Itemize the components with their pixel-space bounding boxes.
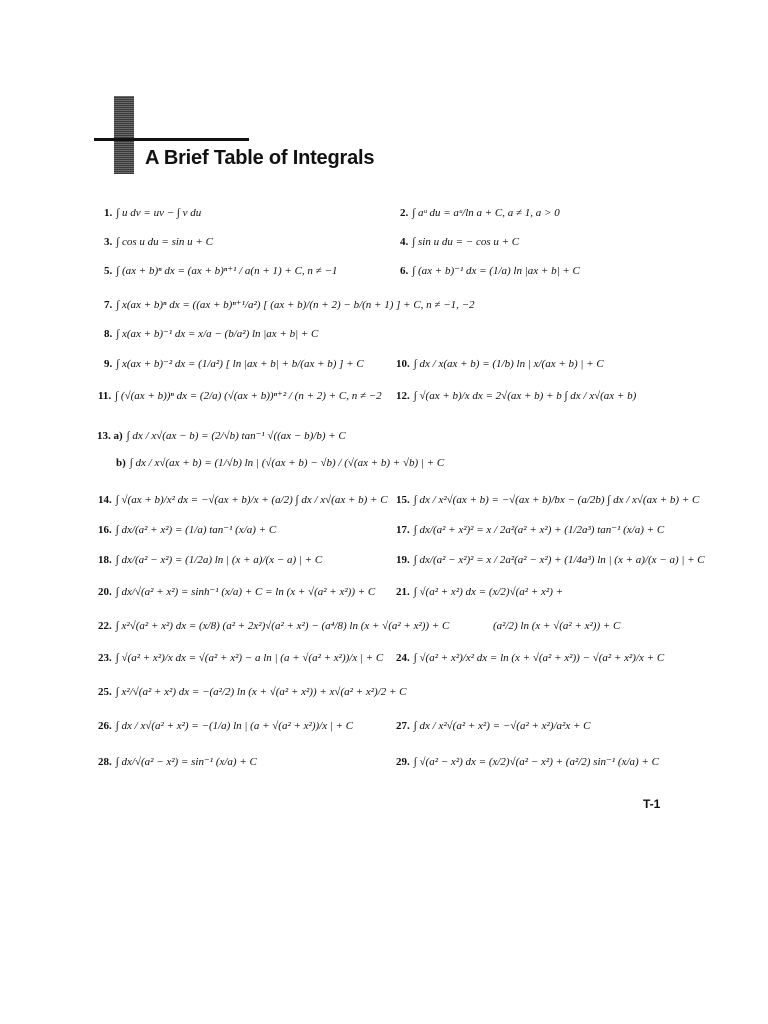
formula-18: 18. ∫ dx/(a² − x²) = (1/2a) ln | (x + a)/(x − a) | + C <box>98 554 323 566</box>
formula-29: 29. ∫ √(a² − x²) dx = (x/2)√(a² − x²) + (a²/2) sin⁻¹ (x/a) + C <box>396 756 659 768</box>
formula-10: 10. ∫ dx / x(ax + b) = (1/b) ln | x/(ax + b) | + C <box>396 358 604 370</box>
formula-1: 1. ∫ u dv = uv − ∫ v du <box>104 207 202 219</box>
formula-27: 27. ∫ dx / x²√(a² + x²) = −√(a² + x²)/a²x + C <box>396 720 591 732</box>
formula-16: 16. ∫ dx/(a² + x²) = (1/a) tan⁻¹ (x/a) + C <box>98 524 277 536</box>
formula-22: 22. ∫ x²√(a² + x²) dx = (x/8) (a² + 2x²)√(a² + x²) − (a⁴/8) ln (x + √(a² + x²)) + C <box>98 620 450 632</box>
formula-24: 24. ∫ √(a² + x²)/x² dx = ln (x + √(a² + x²)) − √(a² + x²)/x + C <box>396 652 665 664</box>
formula-12: 12. ∫ √(ax + b)/x dx = 2√(ax + b) + b ∫ dx / x√(ax + b) <box>396 390 637 402</box>
formula-5: 5. ∫ (ax + b)ⁿ dx = (ax + b)ⁿ⁺¹ / a(n + 1) + C, n ≠ −1 <box>104 265 338 277</box>
title-rule <box>94 138 249 141</box>
formula-6: 6. ∫ (ax + b)⁻¹ dx = (1/a) ln |ax + b| + C <box>400 265 580 277</box>
formula-21-continuation: (a²/2) ln (x + √(a² + x²)) + C <box>493 620 621 632</box>
formula-9: 9. ∫ x(ax + b)⁻² dx = (1/a²) [ ln |ax + b| + b/(ax + b) ] + C <box>104 358 364 370</box>
formula-20: 20. ∫ dx/√(a² + x²) = sinh⁻¹ (x/a) + C = ln (x + √(a² + x²)) + C <box>98 586 376 598</box>
formula-26: 26. ∫ dx / x√(a² + x²) = −(1/a) ln | (a + √(a² + x²))/x | + C <box>98 720 354 732</box>
page-number: T-1 <box>643 797 661 811</box>
formula-21: 21. ∫ √(a² + x²) dx = (x/2)√(a² + x²) + <box>396 586 564 598</box>
formula-28: 28. ∫ dx/√(a² − x²) = sin⁻¹ (x/a) + C <box>98 756 257 768</box>
page-title: A Brief Table of Integrals <box>145 147 375 169</box>
formula-2: 2. ∫ aᵘ du = aᵘ/ln a + C, a ≠ 1, a > 0 <box>400 207 560 219</box>
formula-23: 23. ∫ √(a² + x²)/x dx = √(a² + x²) − a ln | (a + √(a² + x²))/x | + C <box>98 652 384 664</box>
formula-7: 7. ∫ x(ax + b)ⁿ dx = ((ax + b)ⁿ⁺¹/a²) [ (ax + b)/(n + 2) − b/(n + 1) ] + C, n ≠ −1, −2 <box>104 299 475 311</box>
formula-13a: 13. a) ∫ dx / x√(ax − b) = (2/√b) tan⁻¹ √((ax − b)/b) + C <box>97 430 346 442</box>
formula-25: 25. ∫ x²/√(a² + x²) dx = −(a²/2) ln (x + √(a² + x²)) + x√(a² + x²)/2 + C <box>98 686 407 698</box>
formula-8: 8. ∫ x(ax + b)⁻¹ dx = x/a − (b/a²) ln |ax + b| + C <box>104 328 319 340</box>
formula-11: 11. ∫ (√(ax + b))ⁿ dx = (2/a) (√(ax + b))ⁿ⁺² / (n + 2) + C, n ≠ −2 <box>98 390 382 402</box>
formula-3: 3. ∫ cos u du = sin u + C <box>104 236 213 248</box>
formula-4: 4. ∫ sin u du = − cos u + C <box>400 236 520 248</box>
formula-14: 14. ∫ √(ax + b)/x² dx = −√(ax + b)/x + (a/2) ∫ dx / x√(ax + b) + C <box>98 494 388 506</box>
formula-17: 17. ∫ dx/(a² + x²)² = x / 2a²(a² + x²) + (1/2a³) tan⁻¹ (x/a) + C <box>396 524 665 536</box>
formula-15: 15. ∫ dx / x²√(ax + b) = −√(ax + b)/bx − (a/2b) ∫ dx / x√(ax + b) + C <box>396 494 700 506</box>
chapter-tab-marker <box>114 96 134 174</box>
formula-19: 19. ∫ dx/(a² − x²)² = x / 2a²(a² − x²) + (1/4a³) ln | (x + a)/(x − a) | + C <box>396 554 705 566</box>
formula-13b: b) ∫ dx / x√(ax + b) = (1/√b) ln | (√(ax + b) − √b) / (√(ax + b) + √b) | + C <box>116 457 445 469</box>
